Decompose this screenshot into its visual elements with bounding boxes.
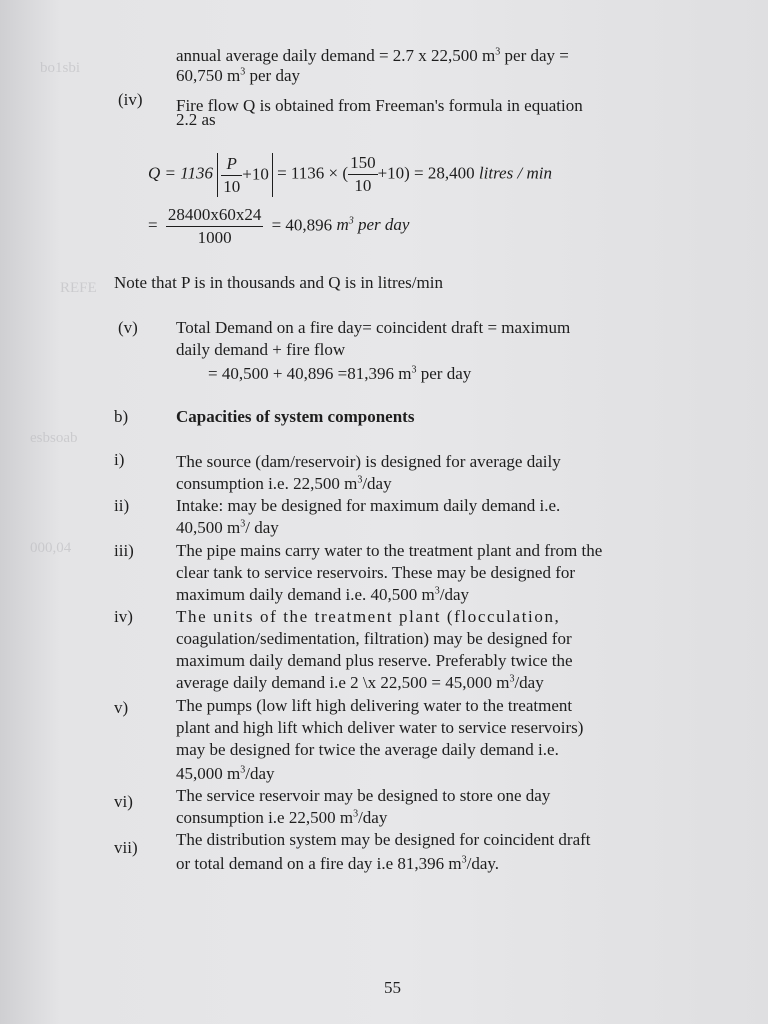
text-line: 45,000 $m^3$/day — [176, 764, 275, 783]
text-line: plant and high lift which deliver water to service reservoirs) — [176, 718, 584, 737]
text-line: daily demand + fire flow — [176, 340, 346, 359]
item-label: iv) — [114, 607, 133, 626]
item-label: iii) — [114, 541, 134, 560]
item-label: ii) — [114, 496, 130, 515]
text-line: or total demand on a fire day i.e 81,396 $m^3$/day. — [176, 854, 500, 873]
text-line: 60,750 $m^3$ per day — [176, 66, 300, 85]
equation-daily-fire-flow: = $\frac{28400x60x24}{1000}$ = 40,896 $m^3$ per day — [148, 205, 410, 247]
text-line: The source (dam/reservoir) is designed for average daily — [176, 452, 561, 471]
text-line: 40,500 $m^3/$ day — [176, 518, 279, 537]
section-heading: Capacities of system components — [176, 407, 415, 426]
text-line: The service reservoir may be designed to store one day — [176, 786, 551, 805]
text-line: annual average daily demand = 2.7 x 22,500 $m^3$ per day = — [176, 46, 569, 65]
section-label: b) — [114, 407, 129, 426]
item-label: (iv) — [118, 90, 143, 109]
note-text: Note that P is in thousands and Q is in litres/min — [114, 273, 443, 292]
text-line: 2.2 as — [176, 110, 216, 129]
text-line: maximum daily demand i.e. 40,500 $m^3$/day — [176, 585, 470, 604]
bleed-through-text: REFE — [60, 280, 97, 296]
text-line: clear tank to service reservoirs. These may be designed for — [176, 563, 576, 582]
text-line: The units of the treatment plant (flocculation, — [176, 607, 561, 626]
text-line: = 40,500 + 40,896 =81,396 $m^3$ per day — [208, 364, 472, 383]
text-line: Total Demand on a fire day= coincident draft = maximum — [176, 318, 571, 337]
text-line: Fire flow Q is obtained from Freeman's formula in equation — [176, 96, 583, 115]
equation-freeman: Q = 1136 $\frac{P}{10}$ +10 = 1136 × ( $\frac{150}{10}$ +10) = 28,400 litres / min — [148, 153, 552, 196]
bleed-through-text: 000,04 — [30, 540, 72, 556]
item-label: vii) — [114, 838, 138, 857]
text-line: The pumps (low lift high delivering water to the treatment — [176, 696, 573, 715]
text-line: may be designed for twice the average daily demand i.e. — [176, 740, 559, 759]
text-line: maximum daily demand plus reserve. Preferably twice the — [176, 651, 573, 670]
item-label: (v) — [118, 318, 138, 337]
item-label: i) — [114, 450, 125, 469]
item-label: vi) — [114, 792, 133, 811]
bleed-through-text: esbsoab — [30, 430, 78, 446]
text-line: average daily demand i.e 2 \x 22,500 = 45,000 $m^3$/day — [176, 673, 544, 692]
bleed-through-text: bo1sbi — [40, 60, 81, 76]
text-line: The pipe mains carry water to the treatment plant and from the — [176, 541, 603, 560]
text-line: Intake: may be designed for maximum daily demand i.e. — [176, 496, 561, 515]
item-label: v) — [114, 698, 129, 717]
text-line: The distribution system may be designed for coincident draft — [176, 830, 591, 849]
text-line: consumption i.e 22,500 $m^3$/day — [176, 808, 388, 827]
text-line: consumption i.e. 22,500 $m^3$/day — [176, 474, 392, 493]
page-number: 55 — [384, 978, 401, 997]
text-line: coagulation/sedimentation, filtration) may be designed for — [176, 629, 572, 648]
